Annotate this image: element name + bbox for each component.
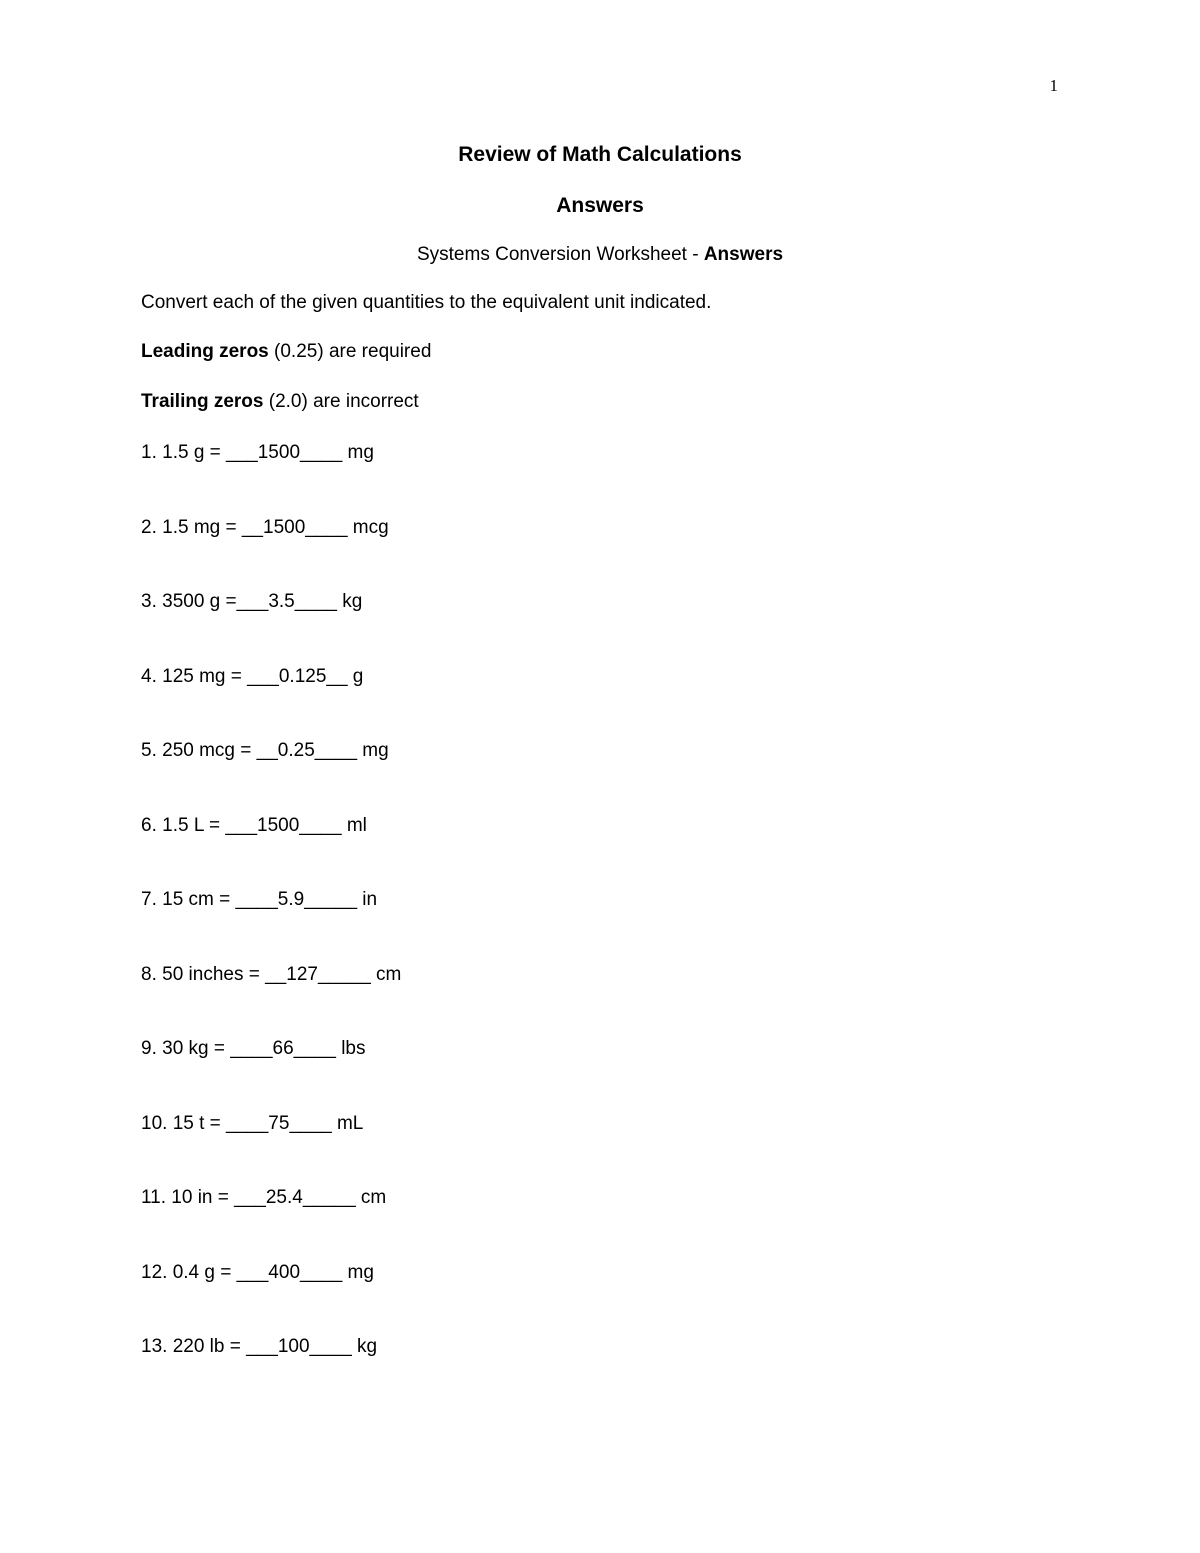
page-number: 1: [1049, 76, 1058, 95]
worksheet-heading: [0, 244, 1200, 266]
question-item: 2. 1.5 mg = __1500____ mcg: [141, 516, 389, 538]
instructions-text: Convert each of the given quantities to the equivalent unit indicated.: [141, 292, 712, 313]
question-item: 1. 1.5 g = ___1500____ mg: [141, 442, 374, 463]
trailing-zeros-rule: [141, 391, 419, 413]
trailing-zeros-label: Trailing zeros: [141, 391, 264, 412]
question-item: 8. 50 inches = __127_____ cm: [141, 963, 402, 985]
questions-list: [141, 441, 401, 1410]
question-item: 6. 1.5 L = ___1500____ ml: [141, 814, 367, 836]
leading-zeros-label: Leading zeros: [141, 341, 269, 362]
question-item: 3. 3500 g =___3.5____ kg: [141, 591, 363, 612]
trailing-zeros-text: (2.0) are incorrect: [263, 391, 419, 412]
question-item: 11. 10 in = ___25.4_____ cm: [141, 1187, 387, 1208]
worksheet-answers-label: Answers: [703, 244, 784, 265]
worksheet-name: Systems Conversion Worksheet -: [416, 244, 704, 265]
question-item: 12. 0.4 g = ___400____ mg: [141, 1261, 374, 1283]
question-item: 9. 30 kg = ____66____ lbs: [141, 1038, 366, 1059]
question-item: 4. 125 mg = ___0.125__ g: [141, 665, 364, 687]
question-item: 5. 250 mcg = __0.25____ mg: [141, 740, 389, 761]
leading-zeros-text: (0.25) are required: [268, 341, 432, 362]
question-item: 10. 15 t = ____75____ mL: [141, 1112, 364, 1134]
page-title: Review of Math Calculations: [458, 143, 742, 166]
question-item: 7. 15 cm = ____5.9_____ in: [141, 889, 378, 910]
page-subtitle: Answers: [556, 194, 644, 217]
leading-zeros-rule: [141, 341, 431, 363]
question-item: 13. 220 lb = ___100____ kg: [141, 1336, 378, 1357]
